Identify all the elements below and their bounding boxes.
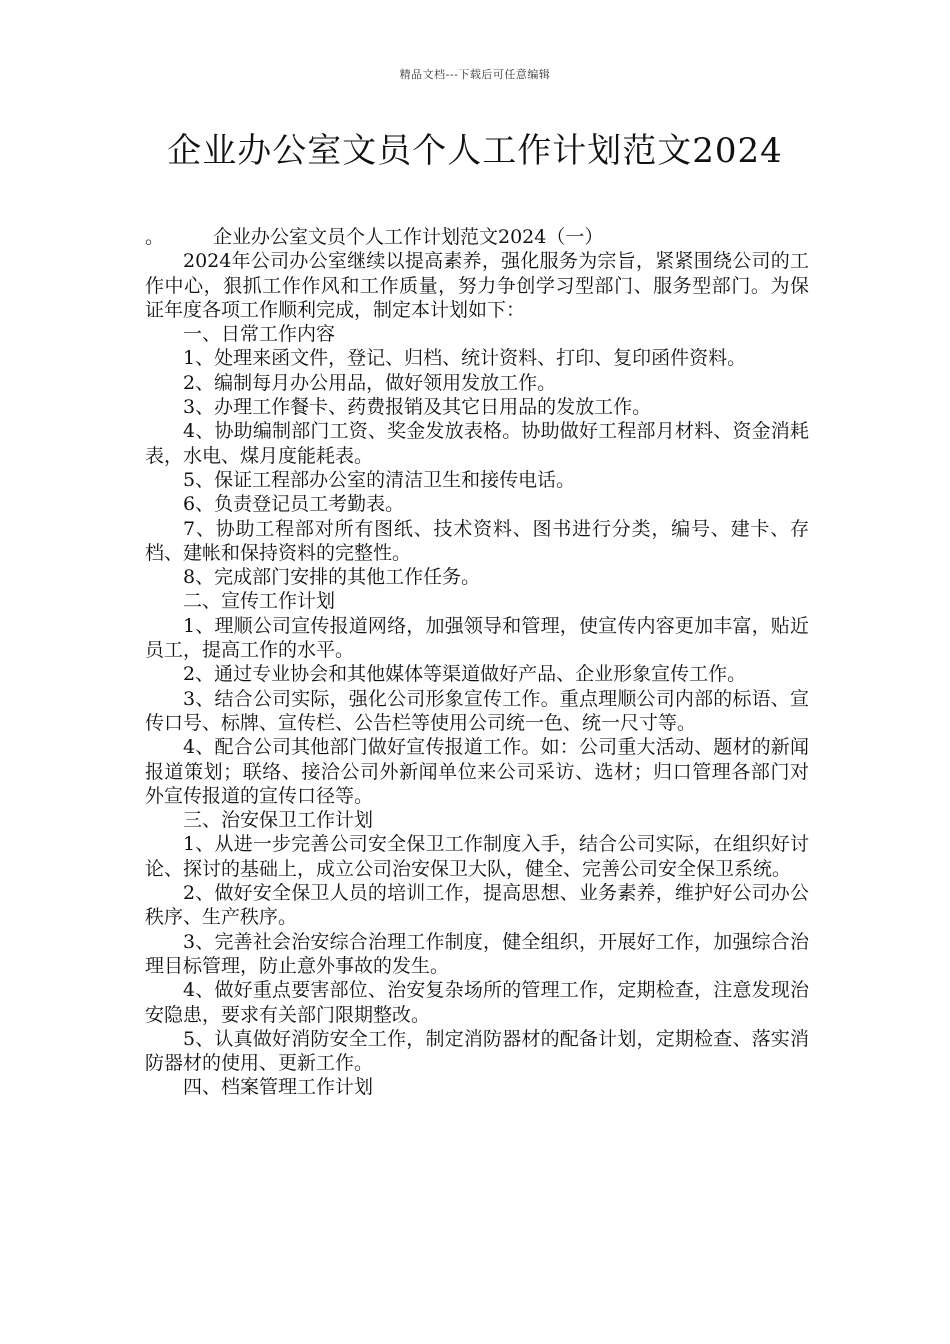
document-body bbox=[145, 225, 809, 1100]
list-item: 4、协助编制部门工资、奖金发放表格。协助做好工程部月材料、资金消耗表，水电、煤月度能耗表。 bbox=[145, 420, 809, 467]
document-subtitle bbox=[145, 225, 809, 249]
list-item: 5、保证工程部办公室的清洁卫生和接传电话。 bbox=[183, 468, 576, 491]
list-item: 1、从进一步完善公司安全保卫工作制度入手，结合公司实际，在组织好讨论、探讨的基础上，成立公司治安保卫大队，健全、完善公司安全保卫系统。 bbox=[145, 833, 809, 880]
list-item: 2、做好安全保卫人员的培训工作，提高思想、业务素养，维护好公司办公秩序、生产秩序。 bbox=[145, 882, 809, 929]
list-item: 1、处理来函文件，登记、归档、统计资料、打印、复印函件资料。 bbox=[183, 347, 747, 370]
section-heading: 四、档案管理工作计划 bbox=[183, 1076, 374, 1099]
list-item: 6、负责登记员工考勤表。 bbox=[183, 493, 405, 516]
list-item: 8、完成部门安排的其他工作任务。 bbox=[183, 566, 481, 589]
list-item: 2、通过专业协会和其他媒体等渠道做好产品、企业形象宣传工作。 bbox=[183, 663, 747, 686]
list-item: 3、办理工作餐卡、药费报销及其它日用品的发放工作。 bbox=[183, 396, 652, 419]
header-note: 精品文档---下载后可任意编辑 bbox=[399, 68, 551, 81]
section-heading: 一、日常工作内容 bbox=[183, 323, 336, 346]
list-item: 3、完善社会治安综合治理工作制度，健全组织，开展好工作，加强综合治理目标管理，防止意外事故的发生。 bbox=[145, 930, 809, 977]
list-item: 3、结合公司实际，强化公司形象宣传工作。重点理顺公司内部的标语、宣传口号、标牌、宣传栏、公告栏等使用公司统一色、统一尺寸等。 bbox=[145, 687, 809, 734]
list-item: 1、理顺公司宣传报道网络，加强领导和管理，使宣传内容更加丰富，贴近员工，提高工作的水平。 bbox=[145, 614, 809, 662]
subtitle-text: 企业办公室文员个人工作计划范文2024（一） bbox=[213, 226, 604, 248]
list-item: 2、编制每月办公用品，做好领用发放工作。 bbox=[183, 371, 557, 394]
list-item: 5、认真做好消防安全工作，制定消防器材的配备计划，定期检查、落实消防器材的使用、更新工作。 bbox=[145, 1027, 809, 1075]
document-title: 企业办公室文员个人工作计划范文2024 bbox=[167, 131, 783, 171]
section-heading: 二、宣传工作计划 bbox=[183, 590, 336, 613]
section-heading: 三、治安保卫工作计划 bbox=[183, 809, 374, 832]
subtitle-prefix: 。 bbox=[145, 226, 165, 248]
list-item: 7、协助工程部对所有图纸、技术资料、图书进行分类，编号、建卡、存档、建帐和保持资料的完整性。 bbox=[145, 517, 809, 564]
list-item: 4、做好重点要害部位、治安复杂场所的管理工作，定期检查，注意发现治安隐患，要求有关部门限期整改。 bbox=[145, 979, 809, 1026]
paragraph-intro: 2024年公司办公室继续以提高素养，强化服务为宗旨，紧紧围绕公司的工作中心，狠抓工作作风和工作质量，努力争创学习型部门、服务型部门。为保证年度各项工作顺利完成，制定本计划如下： bbox=[145, 250, 809, 321]
list-item: 4、配合公司其他部门做好宣传报道工作。如：公司重大活动、题材的新闻报道策划；联络、接洽公司外新闻单位来公司采访、选材；归口管理各部门对外宣传报道的宣传口径等。 bbox=[145, 736, 809, 807]
